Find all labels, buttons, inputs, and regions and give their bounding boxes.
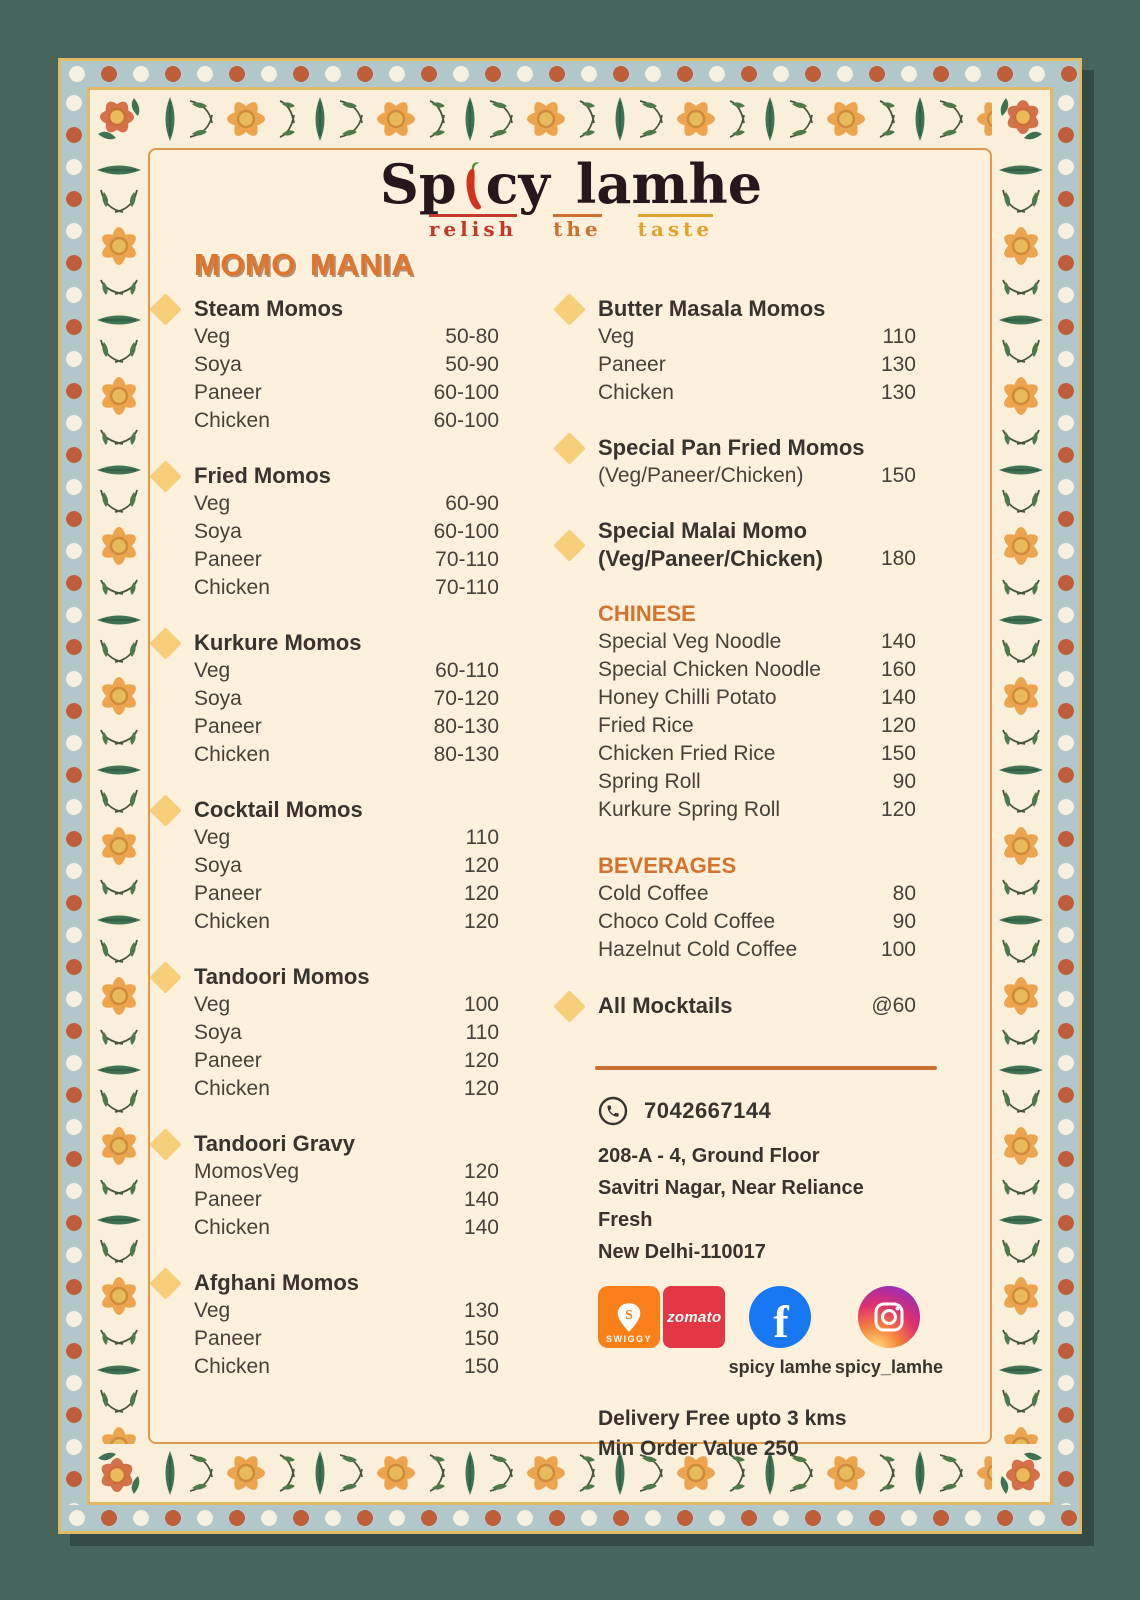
section-kurkure-momos: [194, 629, 499, 769]
item-name: Chicken: [194, 910, 270, 933]
item-name: Soya: [194, 854, 242, 877]
item-price: 100: [463, 993, 499, 1016]
diamond-bullet-icon: [149, 794, 182, 827]
item-price: 60-100: [433, 409, 499, 432]
menu-item-row: [194, 379, 499, 407]
item-price: 150: [463, 1327, 499, 1350]
left-column: [194, 295, 499, 1464]
item-name: Kurkure Spring Roll: [598, 798, 781, 821]
address-line: 208-A - 4, Ground Floor: [598, 1145, 820, 1167]
item-name: Veg: [194, 826, 231, 849]
facebook-handle: spicy lamhe: [728, 1357, 832, 1377]
section-title: Afghani Momos: [194, 1270, 359, 1295]
item-name: Chicken: [194, 409, 270, 432]
item-name: Paneer: [194, 381, 262, 404]
item-name: Choco Cold Coffee: [598, 910, 776, 933]
item-name: Chicken: [194, 743, 270, 766]
item-price: 70-110: [435, 548, 499, 571]
item-name: Veg: [598, 325, 635, 348]
diamond-bullet-icon: [553, 293, 586, 326]
item-price: 70-120: [433, 687, 499, 710]
item-price: 80-130: [433, 715, 499, 738]
brand-name-part: cy: [485, 152, 550, 216]
menu-item-row: [598, 768, 916, 796]
item-name: MomosVeg: [194, 1160, 300, 1183]
tagline-word: taste: [638, 214, 713, 241]
menu-item-row: [194, 991, 499, 1019]
menu-item-row: [194, 490, 499, 518]
section-title: Tandoori Momos: [194, 964, 370, 989]
item-price: 120: [463, 854, 499, 877]
instagram-link: [835, 1286, 943, 1378]
item-price: 140: [880, 630, 916, 653]
address-block: [598, 1140, 916, 1268]
menu-item-row: [194, 407, 499, 435]
item-price: 60-100: [433, 520, 499, 543]
menu-item-row: [194, 546, 499, 574]
corner-flower-icon: [992, 1444, 1050, 1502]
item-name: Paneer: [194, 1049, 262, 1072]
section-tandoori-gravy: [194, 1130, 499, 1242]
item-price: 60-100: [433, 381, 499, 404]
item-price: 110: [882, 325, 916, 348]
dot-border-left: [61, 87, 87, 1505]
section-special-pan-fried-momos: [598, 434, 916, 490]
menu-item-row: [598, 796, 916, 824]
item-name: Veg: [194, 492, 231, 515]
section-tandoori-momos: [194, 963, 499, 1103]
item-name: Chicken: [194, 576, 270, 599]
item-price: 130: [880, 381, 916, 404]
item-price: 120: [880, 714, 916, 737]
item-name: Paneer: [194, 882, 262, 905]
item-price: 60-110: [435, 659, 499, 682]
item-name: Chicken Fried Rice: [598, 742, 776, 765]
swiggy-icon[interactable]: [598, 1286, 660, 1348]
item-price: 140: [880, 686, 916, 709]
item-price: 100: [880, 938, 916, 961]
menu-item-row: [194, 1047, 499, 1075]
tagline-word: the: [553, 214, 602, 241]
item-variant: (Veg/Paneer/Chicken): [598, 546, 823, 571]
item-price: 120: [463, 910, 499, 933]
menu-item-row: [194, 1353, 499, 1381]
section-steam-momos: [194, 295, 499, 435]
social-links: [598, 1286, 943, 1378]
menu-item-row: [194, 1297, 499, 1325]
item-price: 140: [463, 1188, 499, 1211]
menu-card: [58, 58, 1082, 1534]
item-variant: (Veg/Paneer/Chicken): [598, 464, 804, 487]
section-title: Tandoori Gravy: [194, 1131, 355, 1156]
section-title: Butter Masala Momos: [598, 296, 826, 321]
section-title: CHINESE: [598, 601, 696, 626]
item-price: 180: [880, 547, 916, 570]
menu-item-row: [194, 880, 499, 908]
corner-flower-icon: [992, 90, 1050, 148]
delivery-note: [598, 1404, 916, 1464]
item-price: 90: [892, 910, 916, 933]
item-price: 150: [463, 1355, 499, 1378]
dot-border-top: [61, 61, 1079, 87]
diamond-bullet-icon: [553, 529, 586, 562]
instagram-icon[interactable]: [858, 1286, 920, 1348]
menu-item-row: [194, 852, 499, 880]
item-name: Chicken: [194, 1355, 270, 1378]
section-title: Cocktail Momos: [194, 797, 363, 822]
floral-frame: [87, 87, 1053, 1505]
brand-name-part: Sp: [379, 152, 457, 216]
diamond-bullet-icon: [149, 961, 182, 994]
page-title: MOMO MANIA: [194, 247, 415, 282]
item-price: 80-130: [433, 743, 499, 766]
item-name: Hazelnut Cold Coffee: [598, 938, 798, 961]
item-name: Soya: [194, 353, 242, 376]
section-butter-masala-momos: [598, 295, 916, 407]
item-name: Veg: [194, 1299, 231, 1322]
swiggy-pin-icon: [616, 1302, 642, 1334]
diamond-bullet-icon: [149, 460, 182, 493]
item-name: Soya: [194, 687, 242, 710]
item-name: Chicken: [598, 381, 674, 404]
diamond-bullet-icon: [149, 627, 182, 660]
item-name: Special Chicken Noodle: [598, 658, 821, 681]
menu-item-row: [598, 712, 916, 740]
menu-item-row: [598, 628, 916, 656]
menu-item-row: [598, 545, 916, 573]
facebook-link: [729, 1286, 832, 1378]
menu-item-row: [194, 908, 499, 936]
section-title: Special Malai Momo: [598, 518, 808, 543]
section-afghani-momos: [194, 1269, 499, 1381]
menu-item-row: [598, 936, 916, 964]
item-name: Soya: [194, 520, 242, 543]
item-price: 50-80: [445, 325, 499, 348]
menu-columns: [194, 295, 948, 1464]
item-name: Paneer: [598, 353, 666, 376]
item-name: Veg: [194, 993, 231, 1016]
instagram-handle: spicy_lamhe: [834, 1357, 943, 1377]
item-price: 110: [465, 826, 499, 849]
menu-item-row: [194, 713, 499, 741]
menu-item-row: [598, 908, 916, 936]
item-price: 120: [463, 1049, 499, 1072]
section-title: Fried Momos: [194, 463, 331, 488]
address-line: New Delhi-110017: [598, 1241, 766, 1263]
brand-logo: [194, 152, 948, 216]
item-name: Honey Chilli Potato: [598, 686, 777, 709]
item-price: 50-90: [445, 353, 499, 376]
item-price: 160: [880, 658, 916, 681]
item-price: 130: [463, 1299, 499, 1322]
floral-border-top: [148, 90, 992, 148]
diamond-bullet-icon: [149, 293, 182, 326]
swiggy-label: SWIGGY: [605, 1334, 652, 1344]
item-price: 150: [880, 742, 916, 765]
corner-flower-icon: [90, 90, 148, 148]
section-title: Steam Momos: [194, 296, 344, 321]
menu-item-row: [598, 323, 916, 351]
menu-content: [148, 148, 992, 1460]
menu-item-row: [598, 351, 916, 379]
menu-item-row: [194, 1186, 499, 1214]
item-name: Spring Roll: [598, 770, 701, 793]
menu-item-row: [194, 1158, 499, 1186]
item-price: 90: [892, 770, 916, 793]
item-name: Veg: [194, 325, 231, 348]
diamond-bullet-icon: [149, 1267, 182, 1300]
corner-flower-icon: [90, 1444, 148, 1502]
menu-item-row: [194, 323, 499, 351]
item-name: Chicken: [194, 1077, 270, 1100]
tagline-word: relish: [429, 214, 517, 241]
menu-item-row: [598, 880, 916, 908]
menu-item-row: [598, 462, 916, 490]
item-price: @60: [871, 994, 916, 1017]
section-cocktail-momos: [194, 796, 499, 936]
item-price: 60-90: [445, 492, 499, 515]
item-price: 120: [880, 798, 916, 821]
floral-border-left: [90, 148, 148, 1444]
floral-border-right: [992, 148, 1050, 1444]
menu-item-row: [194, 741, 499, 769]
item-price: 140: [463, 1216, 499, 1239]
item-price: 80: [892, 882, 916, 905]
item-name: Paneer: [194, 1327, 262, 1350]
zomato-icon[interactable]: [663, 1286, 725, 1348]
item-price: 120: [463, 1077, 499, 1100]
item-name: Soya: [194, 1021, 242, 1044]
menu-item-row: [194, 657, 499, 685]
item-name: Special Veg Noodle: [598, 630, 782, 653]
menu-item-row: [194, 1019, 499, 1047]
delivery-line: Min Order Value 250: [598, 1437, 799, 1460]
item-name: Veg: [194, 659, 231, 682]
section-chinese: [598, 600, 916, 824]
facebook-icon[interactable]: f: [749, 1286, 811, 1348]
section-title: BEVERAGES: [598, 853, 737, 878]
menu-item-row: [194, 574, 499, 602]
item-price: 130: [880, 353, 916, 376]
menu-item-row: [194, 824, 499, 852]
item-price: 150: [880, 464, 916, 487]
section-title: Special Pan Fried Momos: [598, 435, 865, 460]
menu-item-row: [598, 684, 916, 712]
item-name: Paneer: [194, 548, 262, 571]
menu-item-row: [194, 1075, 499, 1103]
menu-item-row: [194, 1325, 499, 1353]
dot-border-right: [1053, 87, 1079, 1505]
phone-icon: [598, 1096, 628, 1126]
contact-divider: [595, 1066, 937, 1070]
right-column: [598, 295, 943, 1464]
phone-number: 7042667144: [644, 1098, 772, 1123]
section-special-malai-momo: [598, 517, 916, 573]
section-title: Kurkure Momos: [194, 630, 362, 655]
phone-row[interactable]: [598, 1096, 916, 1126]
item-price: 110: [465, 1021, 499, 1044]
section-all-mocktails: [598, 992, 916, 1020]
diamond-bullet-icon: [553, 990, 586, 1023]
chili-icon: [460, 158, 484, 214]
item-name: Cold Coffee: [598, 882, 709, 905]
item-name: Fried Rice: [598, 714, 694, 737]
item-name: Paneer: [194, 1188, 262, 1211]
menu-item-row: [598, 992, 916, 1020]
diamond-bullet-icon: [149, 1128, 182, 1161]
camera-icon: [867, 1295, 911, 1339]
menu-item-row: [194, 518, 499, 546]
zomato-label: zomato: [667, 1308, 722, 1326]
address-line: Savitri Nagar, Near Reliance Fresh: [598, 1177, 864, 1231]
section-fried-momos: [194, 462, 499, 602]
menu-item-row: [598, 656, 916, 684]
section-beverages: [598, 852, 916, 964]
diamond-bullet-icon: [553, 432, 586, 465]
delivery-line: Delivery Free upto 3 kms: [598, 1407, 847, 1430]
item-name: All Mocktails: [598, 993, 733, 1018]
menu-item-row: [194, 1214, 499, 1242]
item-price: 70-110: [435, 576, 499, 599]
menu-item-row: [194, 351, 499, 379]
item-price: 120: [463, 1160, 499, 1183]
menu-item-row: [194, 685, 499, 713]
item-name: Chicken: [194, 1216, 270, 1239]
brand-name-part: lamhe: [575, 152, 763, 216]
item-name: Paneer: [194, 715, 262, 738]
svg-text:S: S: [625, 1306, 633, 1322]
dot-border-bottom: [61, 1505, 1079, 1531]
item-price: 120: [463, 882, 499, 905]
menu-item-row: [598, 379, 916, 407]
menu-item-row: [598, 740, 916, 768]
brand-tagline: [194, 214, 948, 241]
